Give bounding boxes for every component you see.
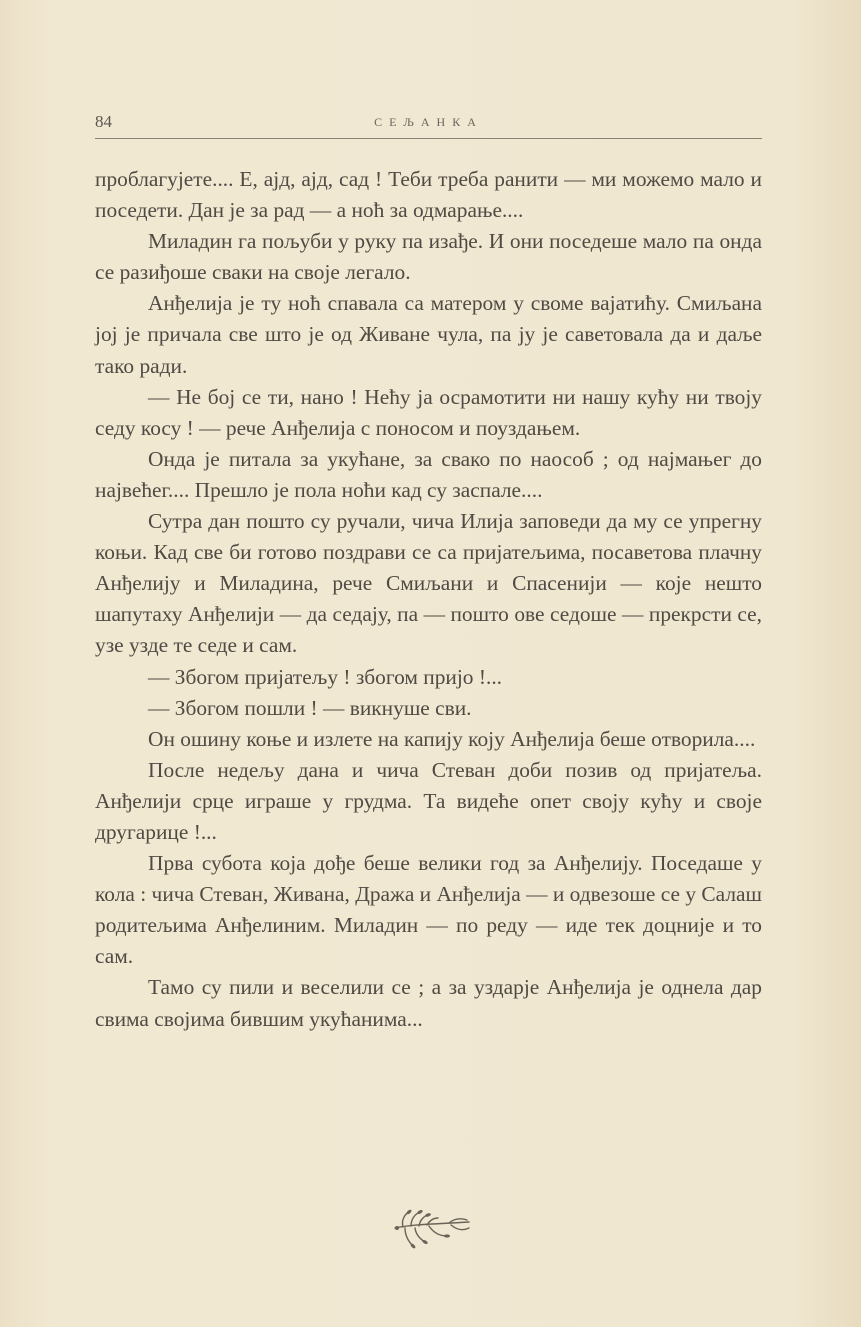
paragraph: Миладин га пољуби у руку па изађе. И они поседеше мало па онда се разиђоше сваки на своје легало.	[95, 229, 762, 285]
paragraph: — Збогом пријатељу ! збогом пријо !...	[148, 664, 503, 689]
paragraph: Сутра дан пошто су ручали, чича Илија заповеди да му се упрегну коњи. Кад све би готово поздрави се са пријатељима, посаветова плачну Анђелију и Миладина, рече Смиљани и Спасенији — које нешто шапутаху Анђелији — да седају, па — пошто ове седоше — прекрсти се, узе узде те седе и сам.	[95, 509, 762, 658]
paragraph: Тамо су пили и веселили се ; а за уздарје Анђелија је однела дар свима својима бившим укућанима...	[95, 975, 762, 1031]
paragraph: — Збогом пошли ! — викнуше сви.	[148, 695, 472, 720]
running-title: СЕЉАНКА	[374, 115, 483, 129]
paragraph: Онда је питала за укућане, за свако по наособ ; од најмањег до највећег.... Прешло је пола ноћи кад су заспале....	[95, 446, 762, 502]
paragraph: проблагујете.... Е, ајд, ајд, сад ! Теби треба ранити — ми можемо мало и поседети. Дан је за рад — а ноћ за одмарање....	[95, 167, 762, 223]
paragraph: — Не бој се ти, нано ! Нећу ја осрамотити ни нашу кућу ни твоју седу косу ! — рече Анђелија с поносом и поуздањем.	[95, 384, 762, 440]
paragraph: Анђелија је ту ноћ спавала са матером у своме вајатићу. Смиљана јој је причала све што је од Живане чула, па ју је саветовала да и даље тако ради.	[95, 291, 762, 378]
paragraph: Он ошину коње и излете на капију коју Анђелија беше отворила....	[148, 726, 756, 751]
paragraph: Прва субота која дође беше велики год за Анђелију. Поседаше у кола : чича Стеван, Живана, Дража и Анђелија — и одвезоше се у Салаш родитељима Анђелиним. Миладин — по реду — иде тек доцније и то сам.	[95, 851, 762, 969]
page-number: 84	[95, 112, 112, 131]
page-header	[95, 112, 762, 139]
body-text	[95, 164, 762, 1035]
floral-vignette-icon	[389, 1206, 475, 1252]
paragraph: После недељу дана и чича Стеван доби позив од пријатеља. Анђелији срце играше у грудма. Та видеће опет своју кућу и своје другарице !...	[95, 757, 762, 844]
